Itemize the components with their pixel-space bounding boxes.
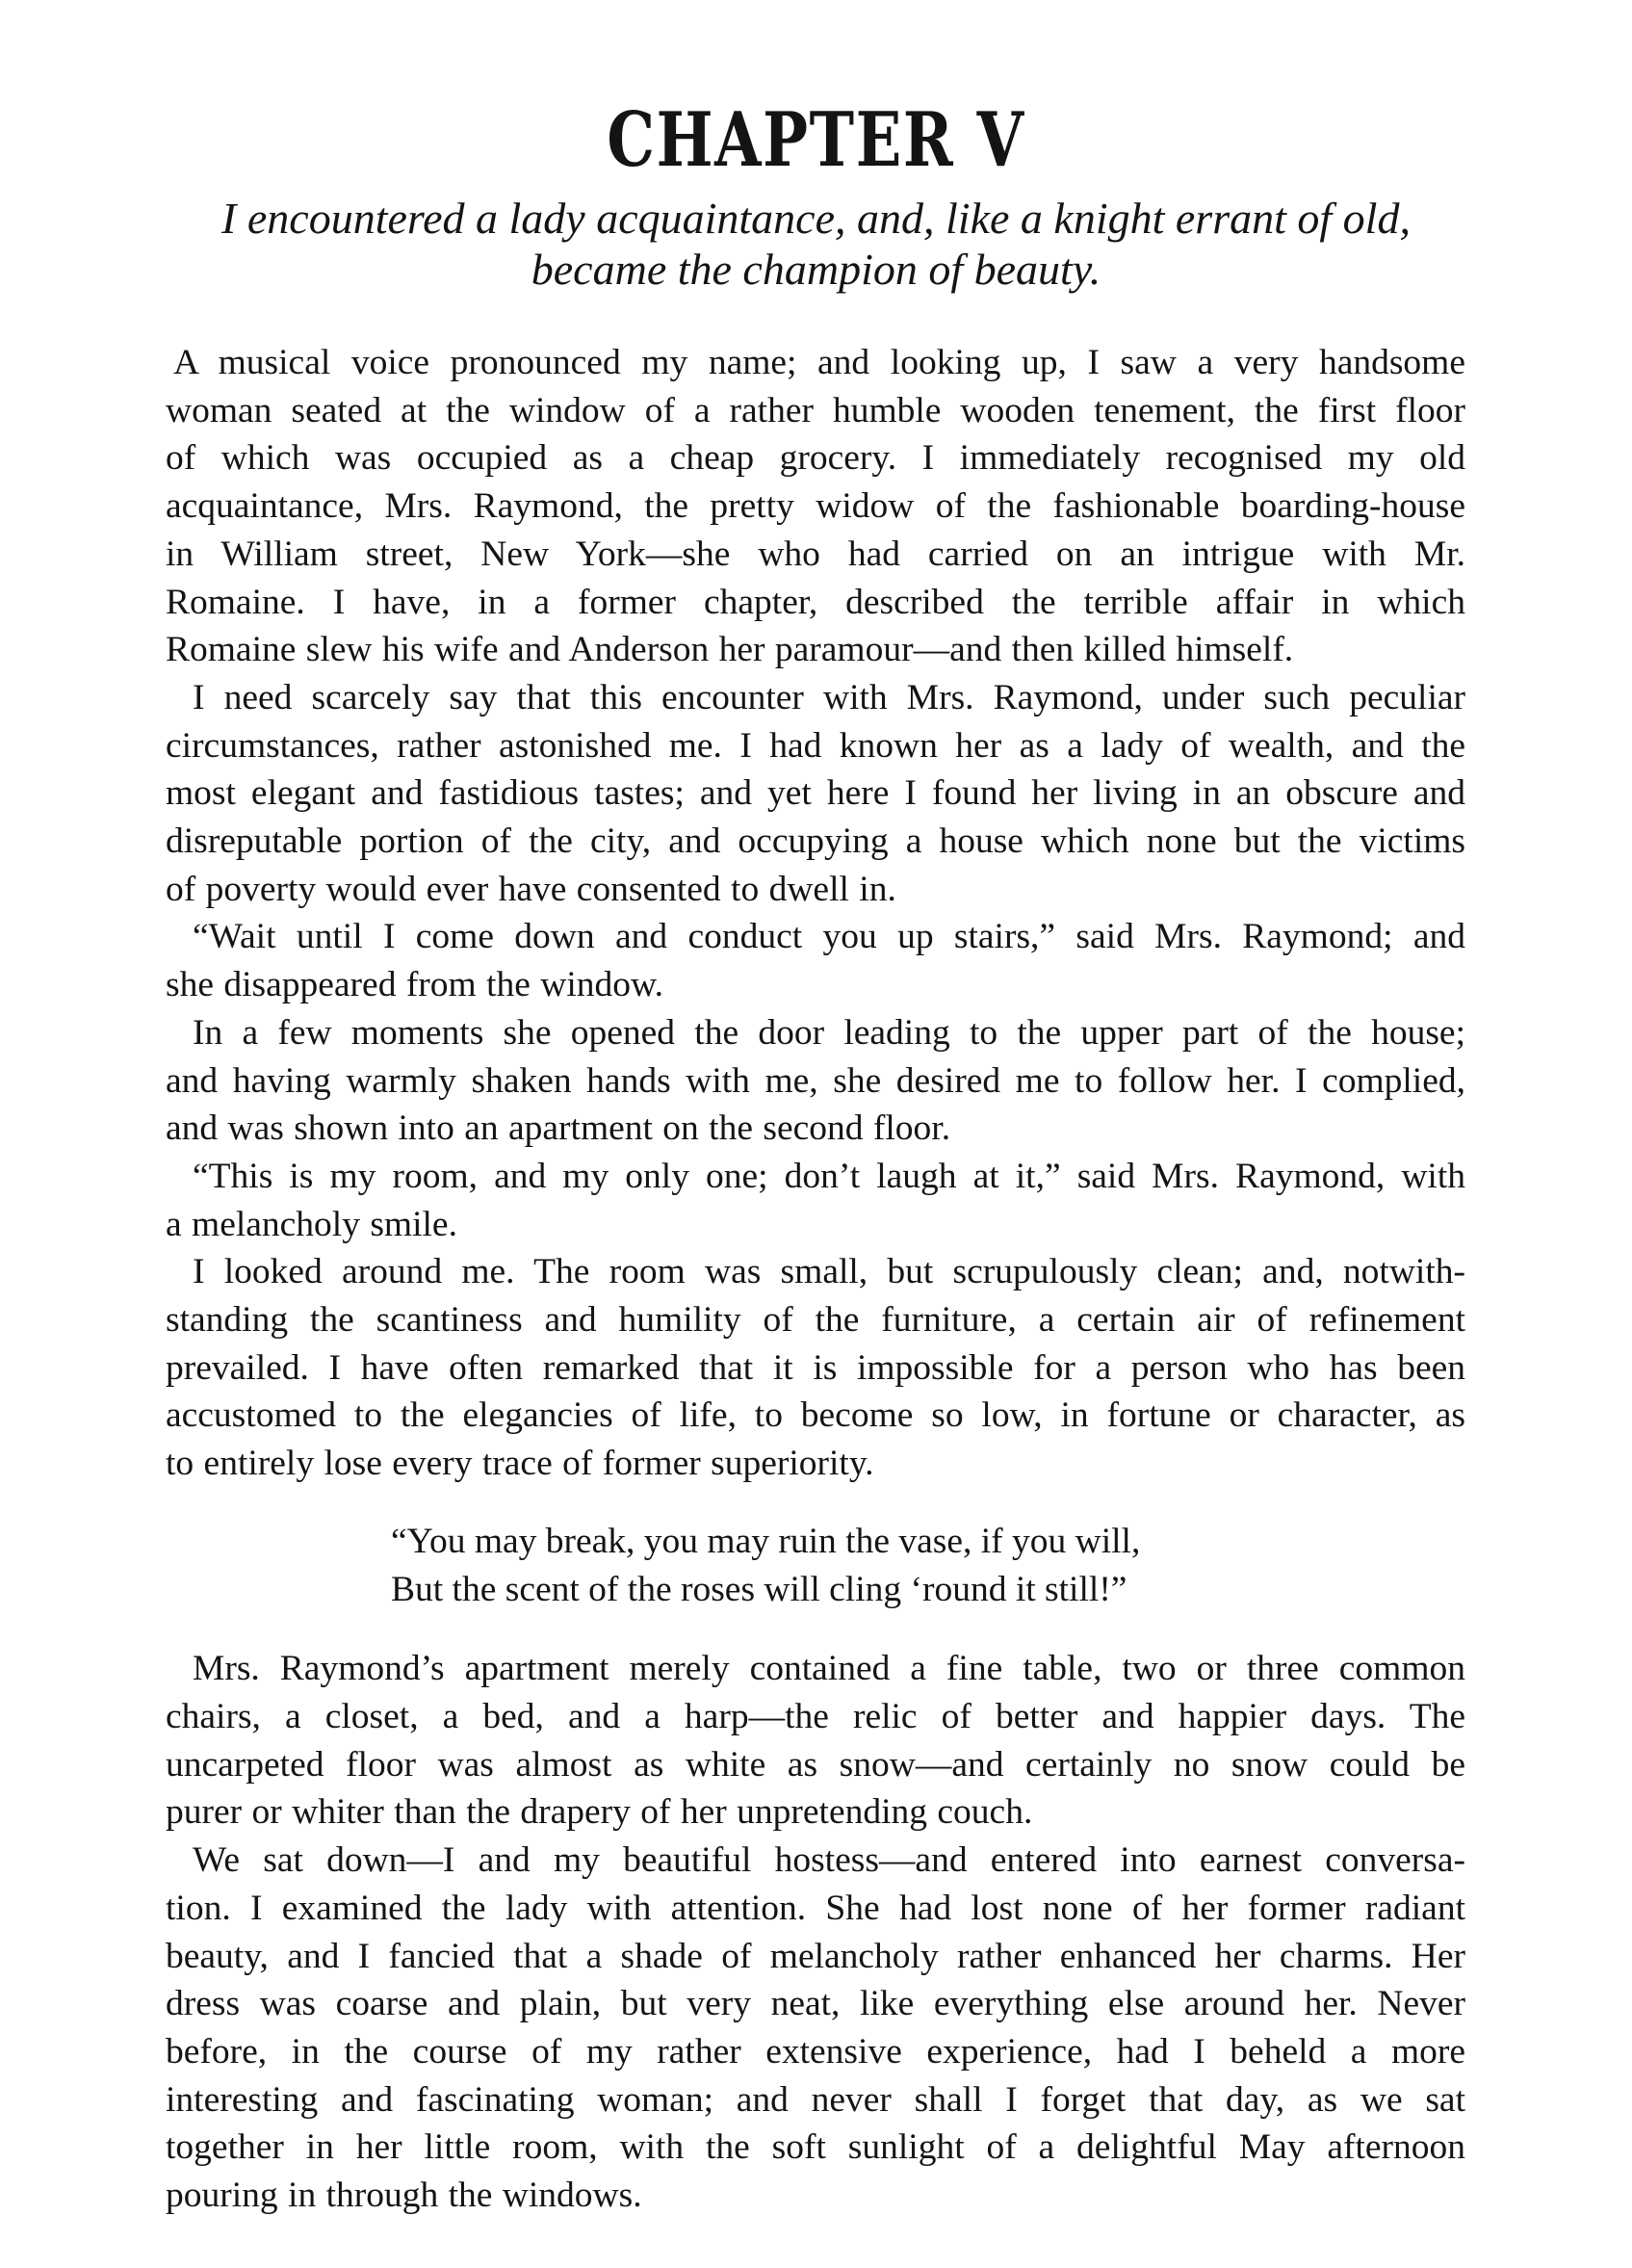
text-line: a melancholy smile. — [166, 1204, 457, 1244]
chapter-epigraph — [0, 193, 1632, 295]
verse-line: But the scent of the roses will cling ‘round it still!” — [391, 1569, 1127, 1609]
text-line: “This is my room, and my only one; don’t laugh at it,” said Mrs. Raymond, with — [193, 1156, 1465, 1196]
paragraph — [166, 1153, 1465, 1248]
text-line: prevailed. I have often remarked that it is impossible for a person who has been — [166, 1347, 1465, 1388]
text-line: “Wait until I come down and conduct you up stairs,” said Mrs. Raymond; and — [193, 917, 1465, 957]
text-line: acquaintance, Mrs. Raymond, the pretty widow of the fashionable boarding-house — [166, 486, 1465, 527]
text-line: most elegant and fastidious tastes; and yet here I found her living in an obscure and — [166, 773, 1465, 814]
text-line: woman seated at the window of a rather humble wooden tenement, the first floor — [166, 390, 1465, 430]
text-line: dress was coarse and plain, but very neat, like everything else around her. Never — [166, 1984, 1465, 2024]
text-line: Romaine slew his wife and Anderson her paramour—and then killed himself. — [166, 630, 1294, 670]
text-line: We sat down—I and my beautiful hostess—and entered into earnest conversa- — [193, 1840, 1465, 1881]
text-line: before, in the course of my rather extensive experience, had I beheld a more — [166, 2031, 1465, 2072]
text-line: interesting and fascinating woman; and never shall I forget that day, as we sat — [166, 2079, 1465, 2120]
text-line: circumstances, rather astonished me. I had known her as a lady of wealth, and the — [166, 725, 1465, 766]
text-line: beauty, and I fancied that a shade of melancholy rather enhanced her charms. Her — [166, 1936, 1465, 1976]
text-line: accustomed to the elegancies of life, to become so low, in fortune or character, as — [166, 1395, 1465, 1436]
text-line: Mrs. Raymond’s apartment merely contained a fine table, two or three common — [193, 1649, 1465, 1689]
paragraph — [166, 1009, 1465, 1153]
paragraph — [166, 339, 1465, 674]
chapter-title: CHAPTER V — [607, 96, 1025, 184]
text-line: and having warmly shaken hands with me, she desired me to follow her. I complied, — [166, 1060, 1465, 1101]
paragraph — [166, 913, 1465, 1008]
text-line: chairs, a closet, a bed, and a harp—the relic of better and happier days. The — [166, 1696, 1465, 1736]
text-line: tion. I examined the lady with attention. She had lost none of her former radiant — [166, 1888, 1465, 1928]
text-line: in William street, New York—she who had carried on an intrigue with Mr. — [166, 534, 1465, 574]
text-line: to entirely lose every trace of former superiority. — [166, 1444, 874, 1484]
text-line: A musical voice pronounced my name; and looking up, I saw a very handsome — [173, 343, 1465, 382]
paragraph — [166, 1837, 1465, 2220]
text-line: Romaine. I have, in a former chapter, described the terrible affair in which — [166, 582, 1465, 622]
text-line: standing the scantiness and humility of the furniture, a certain air of refinement — [166, 1300, 1465, 1341]
text-line: of which was occupied as a cheap grocery. I immediately recognised my old — [166, 438, 1465, 479]
text-line: disreputable portion of the city, and occupying a house which none but the victims — [166, 821, 1465, 862]
epigraph-line: I encountered a lady acquaintance, and, like a knight errant of old, — [221, 194, 1411, 243]
text-line: pouring in through the windows. — [166, 2176, 642, 2216]
text-line: uncarpeted floor was almost as white as snow—and certainly no snow could be — [166, 1744, 1465, 1785]
paragraph — [166, 1645, 1465, 1837]
text-line: purer or whiter than the drapery of her unpretending couch. — [166, 1792, 1033, 1833]
verse-quote — [166, 1518, 1465, 1613]
text-line: In a few moments she opened the door leading to the upper part of the house; — [193, 1012, 1465, 1053]
chapter-body — [166, 339, 1465, 2220]
text-line: I looked around me. The room was small, but scrupulously clean; and, notwith- — [193, 1252, 1465, 1292]
text-line: she disappeared from the window. — [166, 965, 664, 1005]
text-line: together in her little room, with the soft sunlight of a delightful May afternoon — [166, 2127, 1465, 2168]
paragraph — [166, 674, 1465, 914]
text-line: I need scarcely say that this encounter with Mrs. Raymond, under such peculiar — [193, 677, 1465, 717]
text-line: and was shown into an apartment on the second floor. — [166, 1108, 951, 1149]
verse-line: “You may break, you may ruin the vase, if you will, — [391, 1521, 1141, 1561]
text-line: of poverty would ever have consented to dwell in. — [166, 869, 896, 909]
paragraph — [166, 1248, 1465, 1488]
epigraph-line: became the champion of beauty. — [531, 245, 1101, 294]
